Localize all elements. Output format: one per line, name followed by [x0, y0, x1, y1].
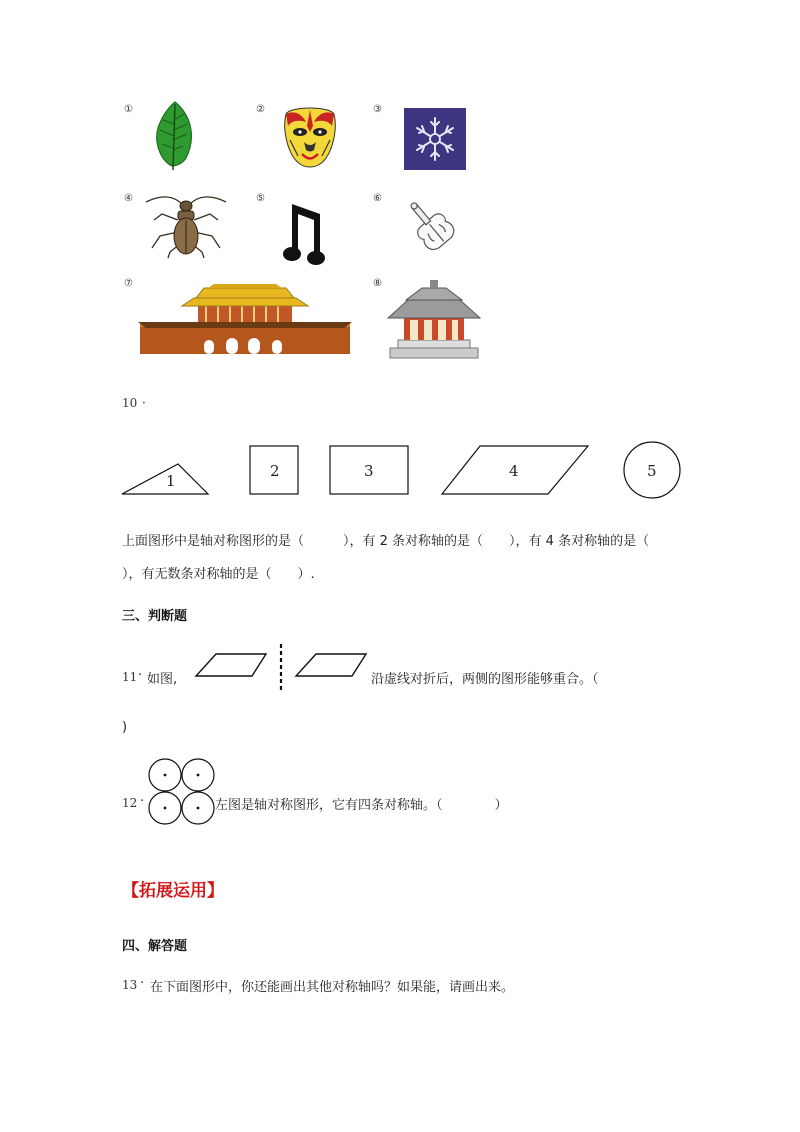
q12-number: 12 [122, 796, 138, 810]
shape-label-4: 4 [509, 462, 519, 480]
violin-icon [398, 196, 474, 268]
q10-number: 10 [122, 396, 138, 410]
shape-label-2: 2 [270, 462, 280, 480]
tiananmen-gate-icon [138, 282, 352, 356]
q11-close-paren: ) [122, 720, 128, 735]
section-3-heading: 三、判断题 [122, 609, 188, 624]
shape-triangle [122, 464, 208, 494]
q11-number: 11 [122, 670, 138, 684]
shape-label-1: 1 [166, 472, 176, 490]
q13-question: 在下面图形中，你还能画出其他对称轴吗？如果能，请画出来。 [150, 980, 515, 995]
q11-prefix: 如图, [147, 672, 178, 687]
shape-label-3: 3 [364, 462, 374, 480]
q12-statement: 左图是轴对称图形，它有四条对称轴。（ ） [215, 798, 508, 813]
gallery-label-1: ① [124, 104, 133, 115]
gallery-label-8: ⑧ [373, 278, 382, 289]
snowflake-icon [404, 108, 466, 170]
extension-heading: 【拓展运用】 [122, 881, 224, 901]
q10-question-line-2: ），有无数条对称轴的是（ ）. [122, 567, 315, 582]
q12-four-circles-figure [148, 758, 216, 826]
q11-statement: 沿虚线对折后，两侧的图形能够重合。（ [371, 672, 599, 687]
gallery-label-3: ③ [373, 104, 382, 115]
gallery-label-7: ⑦ [124, 278, 133, 289]
q10-shapes [118, 440, 698, 502]
pavilion-icon [386, 278, 482, 360]
opera-mask-icon [280, 104, 340, 170]
q10-question-line-1: 上面图形中是轴对称图形的是（ ），有 2 条对称轴的是（ ），有 4 条对称轴的是（ [122, 534, 650, 549]
left-parallelogram [196, 654, 266, 676]
shape-label-5: 5 [647, 462, 657, 480]
gallery-label-6: ⑥ [373, 193, 382, 204]
right-parallelogram [296, 654, 366, 676]
section-4-heading: 四、解答题 [122, 939, 188, 954]
q13-number: 13 [122, 978, 138, 992]
leaf-icon [150, 100, 200, 172]
gallery-label-4: ④ [124, 193, 133, 204]
gallery-label-2: ② [256, 104, 265, 115]
q11-fold-figure [194, 642, 368, 694]
beetle-icon [140, 190, 232, 260]
music-note-icon [282, 196, 332, 270]
gallery-label-5: ⑤ [256, 193, 265, 204]
